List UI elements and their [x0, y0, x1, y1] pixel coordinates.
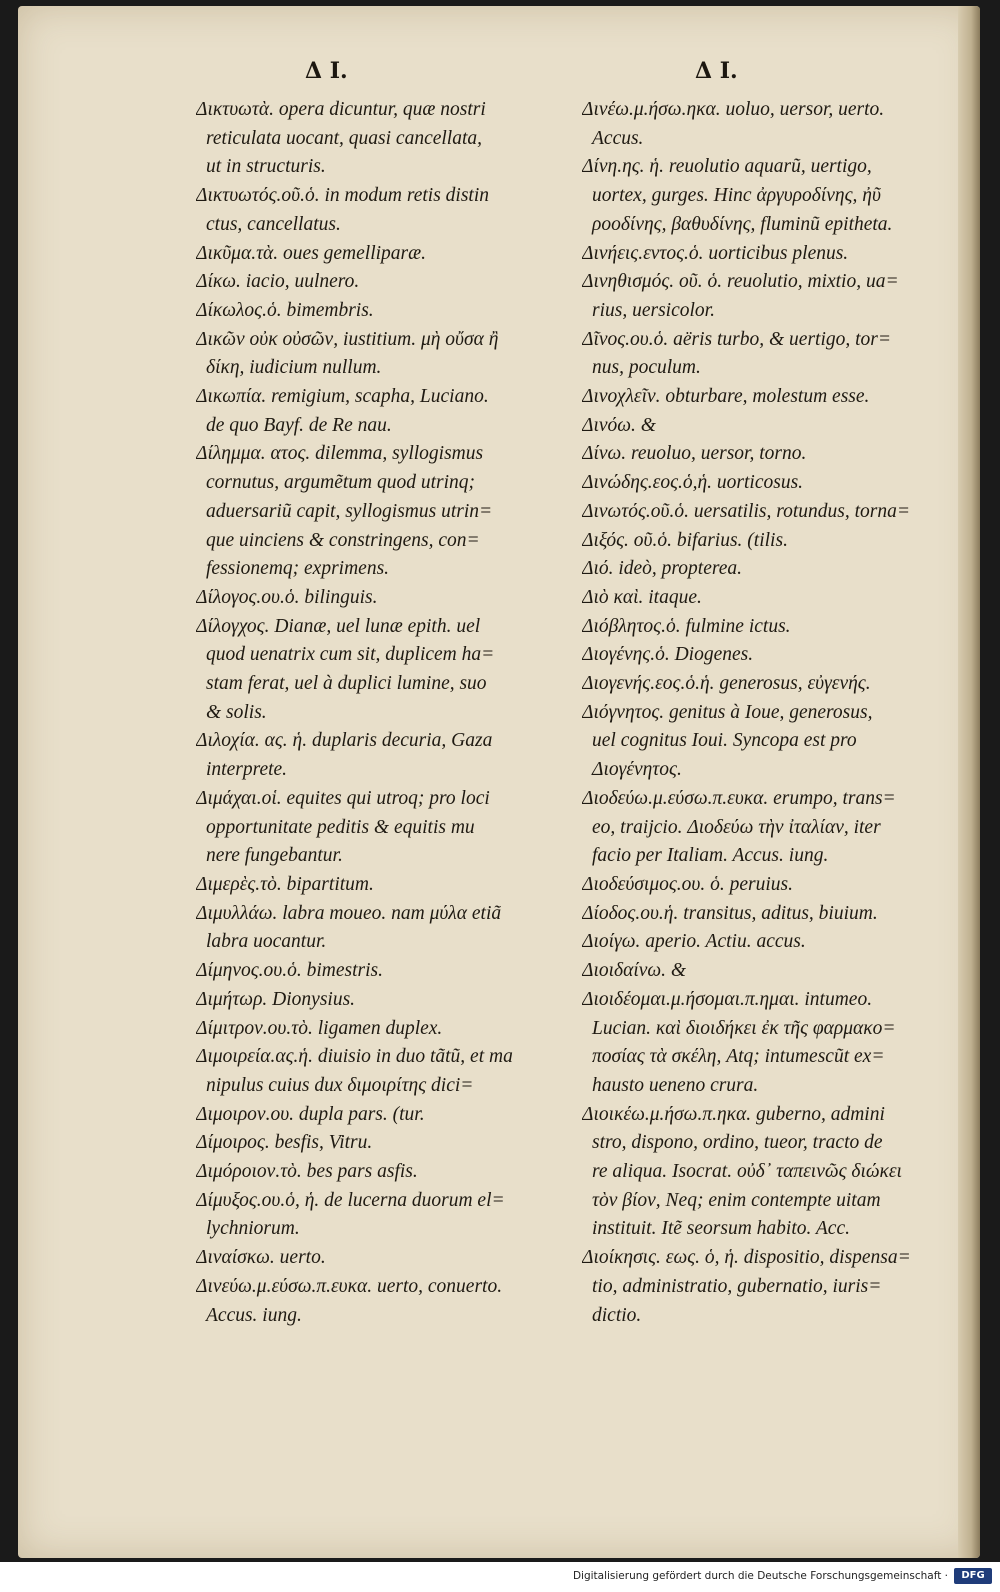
entry-headline: Δικωπία. remigium, scapha, Luciano. — [196, 386, 489, 408]
dictionary-entry — [582, 928, 942, 957]
dictionary-entry — [582, 240, 942, 269]
dictionary-entry — [196, 96, 561, 182]
entry-continuation: labra uocantur. — [206, 931, 327, 953]
entry-continuation: nus, poculum. — [592, 357, 701, 379]
entry-continuation: instituit. Itẽ seorsum habito. Acc. — [592, 1218, 850, 1240]
dictionary-entry — [582, 412, 942, 441]
entry-headline: Δικῦμα.τὰ. oues gemelliparæ. — [196, 242, 427, 264]
entry-continuation: nere fungebantur. — [206, 845, 343, 867]
entry-headline: Διόγνητος. genitus à Ioue, generosus, — [582, 701, 873, 723]
dictionary-entry — [582, 268, 942, 325]
entry-continuation: dictio. — [592, 1304, 642, 1326]
dictionary-entry — [196, 240, 561, 269]
dictionary-entry — [196, 326, 561, 383]
dictionary-entry — [582, 498, 942, 527]
entry-headline: Διμυλλάω. labra moueo. nam μύλα etiã — [196, 902, 502, 924]
entry-headline: Δινωτός.οῦ.ὁ. uersatilis, rotundus, torna= — [582, 500, 911, 522]
entry-continuation: Διογένητος. — [592, 759, 682, 781]
entry-headline: Διοιδέομαι.μ.ήσομαι.π.ημαι. intumeo. — [582, 988, 873, 1010]
entry-continuation: reticulata uocant, quasi cancellata, — [206, 127, 483, 149]
entry-headline: Δινήεις.εντος.ὁ. uorticibus plenus. — [582, 242, 849, 264]
dictionary-entry — [196, 440, 561, 584]
entry-headline: Δίλογος.ου.ὁ. bilinguis. — [196, 586, 378, 608]
entry-headline: Διμοιρεία.ας.ἡ. diuisio in duo tãtũ, et ma — [196, 1046, 513, 1068]
entry-continuation: hausto ueneno crura. — [592, 1074, 759, 1096]
entry-continuation: stro, dispono, ordino, tueor, tracto de — [592, 1132, 883, 1154]
dictionary-entry — [196, 1101, 561, 1130]
dictionary-entry — [582, 785, 942, 871]
entry-headline: Διό. ideò, propterea. — [582, 558, 743, 580]
entry-continuation: quod uenatrix cum sit, duplicem ha= — [206, 644, 495, 666]
entry-headline: Διναίσκω. uerto. — [196, 1247, 326, 1269]
dictionary-entry — [582, 613, 942, 642]
entry-headline: Δίμοιρος. besfis, Vitru. — [196, 1132, 373, 1154]
dictionary-entry — [196, 1187, 561, 1244]
entry-headline: Δικτυωτός.οῦ.ὁ. in modum retis distin — [196, 185, 490, 207]
entry-continuation: ποσίας τὰ σκέλη, Atq; intumescũt ex= — [592, 1046, 885, 1068]
dictionary-entry — [582, 527, 942, 556]
dictionary-entry — [582, 1244, 942, 1330]
entry-continuation: Accus. — [592, 127, 644, 149]
entry-headline: Δινοχλεῖν. obturbare, molestum esse. — [582, 386, 870, 408]
left-column — [196, 96, 561, 1330]
entry-continuation: δίκη, iudicium nullum. — [206, 357, 382, 379]
dictionary-entry — [196, 584, 561, 613]
entry-headline: Δινόω. & — [582, 414, 656, 436]
column-header-left: Δ I. — [305, 58, 348, 84]
entry-headline: Δινεύω.μ.εύσω.π.ευκα. uerto, conuerto. — [196, 1275, 503, 1297]
entry-continuation: lychniorum. — [206, 1218, 300, 1240]
entry-continuation: uel cognitus Ioui. Syncopa est pro — [592, 730, 857, 752]
entry-headline: Διοιδαίνω. & — [582, 960, 687, 982]
dictionary-entry — [196, 900, 561, 957]
entry-continuation: aduersariũ capit, syllogismus utrin= — [206, 500, 493, 522]
dictionary-entry — [582, 555, 942, 584]
dictionary-entry — [196, 1273, 561, 1330]
entry-headline: Διξός. οῦ.ὁ. bifarius. (tilis. — [582, 529, 788, 551]
dictionary-entry — [582, 670, 942, 699]
entry-headline: Διμερὲς.τὸ. bipartitum. — [196, 873, 374, 895]
funding-credit: Digitalisierung gefördert durch die Deutsche Forschungsgemeinschaft · — [572, 1570, 948, 1582]
dictionary-entry — [196, 986, 561, 1015]
entry-continuation: de quo Bayf. de Re nau. — [206, 414, 392, 436]
dictionary-entry — [582, 1101, 942, 1245]
entry-continuation: re aliqua. Isocrat. οὐδ᾽ ταπεινῶς διώκει — [592, 1161, 902, 1183]
entry-continuation: nipulus cuius dux διμοιρίτης dici= — [206, 1074, 474, 1096]
entry-continuation: uortex, gurges. Hinc ἀργυροδίνης, ἠῦ — [592, 185, 881, 207]
entry-continuation: eo, traijcio. Διοδεύω τὴν ἰταλίαν, iter — [592, 816, 881, 838]
entry-headline: Δίλογχος. Dianæ, uel lunæ epith. uel — [196, 615, 481, 637]
dictionary-entry — [196, 785, 561, 871]
entry-headline: Δινέω.μ.ήσω.ηκα. uoluo, uersor, uerto. — [582, 99, 885, 120]
entry-headline: Διοδεύω.μ.εύσω.π.ευκα. erumpo, trans= — [582, 787, 896, 809]
dictionary-entry — [582, 96, 942, 153]
dictionary-entry — [582, 957, 942, 986]
entry-headline: Δῖνος.ου.ὁ. aëris turbo, & uertigo, tor= — [582, 328, 892, 350]
entry-headline: Διοδεύσιμος.ου. ὁ. peruius. — [582, 873, 793, 895]
entry-continuation: facio per Italiam. Accus. iung. — [592, 845, 829, 867]
entry-continuation: ctus, cancellatus. — [206, 213, 341, 235]
dfg-logo: DFG — [954, 1568, 992, 1584]
entry-continuation: fessionemq; exprimens. — [206, 558, 390, 580]
dictionary-entry — [196, 268, 561, 297]
entry-continuation: Accus. iung. — [206, 1304, 302, 1326]
entry-continuation: τὸν βίον, Neq; enim contempte uitam — [592, 1189, 881, 1211]
dictionary-entry — [196, 957, 561, 986]
entry-headline: Δίοδος.ου.ἡ. transitus, aditus, biuium. — [582, 902, 878, 924]
entry-headline: Διμήτωρ. Dionysius. — [196, 988, 356, 1010]
dictionary-entry — [196, 1043, 561, 1100]
entry-headline: Δίκω. iacio, uulnero. — [196, 271, 360, 293]
entry-continuation: ut in structuris. — [206, 156, 326, 178]
entry-continuation: que uinciens & constringens, con= — [206, 529, 480, 551]
entry-continuation: & solis. — [206, 701, 267, 723]
entry-continuation: opportunitate peditis & equitis mu — [206, 816, 475, 838]
column-header-right: Δ I. — [695, 58, 738, 84]
entry-headline: Διλοχία. ας. ἡ. duplaris decuria, Gaza — [196, 730, 493, 752]
entry-headline: Δίμυξος.ου.ὁ, ἡ. de lucerna duorum el= — [196, 1189, 505, 1211]
dictionary-entry — [582, 153, 942, 239]
entry-headline: Διόβλητος.ὁ. fulmine ictus. — [582, 615, 791, 637]
right-column — [582, 96, 942, 1330]
entry-headline: Διὸ καὶ. itaque. — [582, 586, 702, 608]
dictionary-entry — [196, 297, 561, 326]
dictionary-entry — [582, 440, 942, 469]
entry-headline: Δικτυωτὰ. opera dicuntur, quæ nostri — [196, 99, 486, 120]
dictionary-entry — [582, 900, 942, 929]
entry-headline: Δίμιτρον.ου.τὸ. ligamen duplex. — [196, 1017, 443, 1039]
entry-headline: Δίλημμα. ατος. dilemma, syllogismus — [196, 443, 484, 465]
entry-headline: Δίκωλος.ὁ. bimembris. — [196, 299, 374, 321]
footer-bar — [0, 1562, 1000, 1592]
dictionary-entry — [196, 1244, 561, 1273]
page-edge — [958, 6, 980, 1558]
dictionary-entry — [196, 871, 561, 900]
entry-headline: Διογενής.εος.ὁ.ἡ. generosus, εὐγενής. — [582, 673, 871, 695]
entry-headline: Διμοιρον.ου. dupla pars. (tur. — [196, 1103, 425, 1125]
entry-continuation: Lucian. καὶ διοιδήκει ἐκ τῆς φαρμακο= — [592, 1017, 896, 1039]
dictionary-entry — [582, 383, 942, 412]
dictionary-entry — [582, 584, 942, 613]
entry-continuation: tio, administratio, gubernatio, iuris= — [592, 1275, 882, 1297]
entry-headline: Διοικέω.μ.ήσω.π.ηκα. guberno, admini — [582, 1103, 885, 1125]
entry-continuation: cornutus, argumẽtum quod utrinq; — [206, 472, 476, 494]
entry-continuation: rius, uersicolor. — [592, 299, 715, 321]
entry-headline: Δινώδης.εος.ὁ,ἡ. uorticosus. — [582, 472, 804, 494]
entry-continuation: interprete. — [206, 759, 288, 781]
dictionary-entry — [196, 1015, 561, 1044]
entry-headline: Δίμηνος.ου.ὁ. bimestris. — [196, 960, 383, 982]
dictionary-entry — [582, 641, 942, 670]
entry-continuation: stam ferat, uel à duplici lumine, suo — [206, 673, 487, 695]
dictionary-entry — [196, 383, 561, 440]
dictionary-entry — [196, 1158, 561, 1187]
entry-headline: Δίνω. reuoluo, uersor, torno. — [582, 443, 807, 465]
entry-headline: Διμόροιον.τὸ. bes pars asfis. — [196, 1161, 418, 1183]
entry-headline: Δίνη.ης. ἡ. reuolutio aquarũ, uertigo, — [582, 156, 872, 178]
entry-headline: Δινηθισμός. οῦ. ὁ. reuolutio, mixtio, ua= — [582, 271, 899, 293]
dictionary-entry — [582, 326, 942, 383]
dictionary-entry — [196, 613, 561, 728]
entry-continuation: ροοδίνης, βαθυδίνης, fluminũ epitheta. — [592, 213, 893, 235]
entry-headline: Διοίγω. aperio. Actiu. accus. — [582, 931, 806, 953]
dictionary-entry — [582, 871, 942, 900]
dictionary-entry — [196, 182, 561, 239]
entry-headline: Διοίκησις. εως. ὁ, ἡ. dispositio, dispensa= — [582, 1247, 911, 1269]
dictionary-entry — [196, 1129, 561, 1158]
dictionary-entry — [196, 727, 561, 784]
dictionary-entry — [582, 469, 942, 498]
dictionary-entry — [582, 986, 942, 1101]
entry-headline: Διογένης.ὁ. Diogenes. — [582, 644, 754, 666]
entry-headline: Δικῶν οὐκ οὐσῶν, iustitium. μὴ οὔσα ἢ — [196, 328, 499, 350]
dictionary-entry — [582, 699, 942, 785]
entry-headline: Διμάχαι.οἱ. equites qui utroq; pro loci — [196, 787, 490, 809]
